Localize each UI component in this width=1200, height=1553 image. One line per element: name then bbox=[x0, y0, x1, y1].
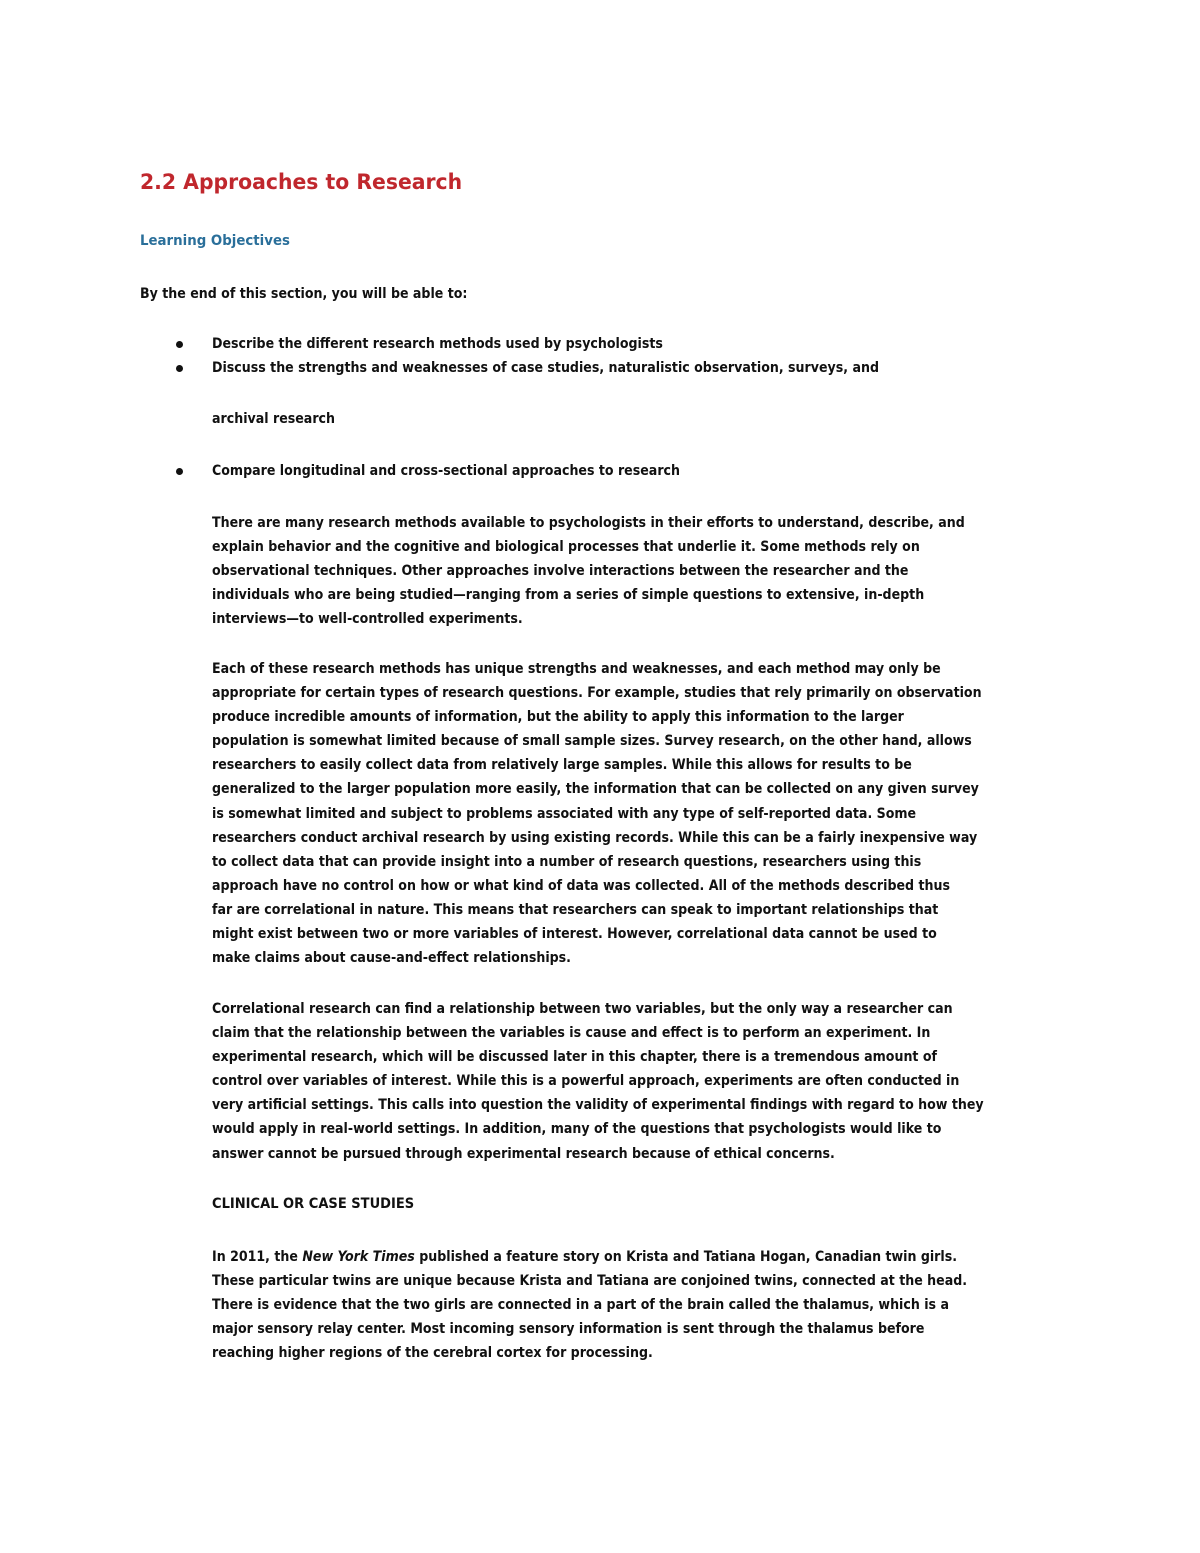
paragraph-line: interviews—to well-controlled experiments. bbox=[212, 611, 523, 628]
paragraph-line: researchers to easily collect data from relatively large samples. While this allows for results to be bbox=[212, 757, 912, 774]
paragraph-line: explain behavior and the cognitive and biological processes that underlie it. Some methods rely on bbox=[212, 539, 920, 556]
paragraph-line: very artificial settings. This calls into question the validity of experimental findings with regard to how they bbox=[212, 1097, 984, 1114]
paragraph-line: would apply in real-world settings. In addition, many of the questions that psychologists would like to bbox=[212, 1121, 942, 1138]
paragraph-line: make claims about cause-and-effect relationships. bbox=[212, 950, 571, 967]
objectives-intro: By the end of this section, you will be able to: bbox=[140, 286, 468, 302]
paragraph-line: might exist between two or more variables of interest. However, correlational data cannot be used to bbox=[212, 926, 937, 943]
paragraph-line: observational techniques. Other approaches involve interactions between the researcher and the bbox=[212, 563, 909, 580]
paragraph-line: to collect data that can provide insight into a number of research questions, researchers using this bbox=[212, 853, 922, 870]
bullet-icon bbox=[176, 468, 183, 475]
paragraph-line: appropriate for certain types of research questions. For example, studies that rely primarily on observation bbox=[212, 685, 982, 702]
publication-title: New York Times bbox=[302, 1249, 415, 1265]
paragraph-case-study bbox=[212, 1245, 1142, 1365]
learning-objectives-heading: Learning Objectives bbox=[140, 233, 290, 249]
paragraph-line: produce incredible amounts of information, but the ability to apply this information to the larger bbox=[212, 709, 904, 726]
paragraph-strengths-weaknesses bbox=[212, 657, 1142, 970]
paragraph-line: population is somewhat limited because of small sample sizes. Survey research, on the other hand, allows bbox=[212, 733, 972, 750]
paragraph-line: claim that the relationship between the variables is cause and effect is to perform an experiment. In bbox=[212, 1025, 931, 1042]
paragraph-line: Each of these research methods has unique strengths and weaknesses, and each method may only be bbox=[212, 661, 941, 677]
paragraph-line bbox=[212, 1245, 1021, 1269]
case-studies-heading: CLINICAL OR CASE STUDIES bbox=[212, 1196, 415, 1212]
paragraph-line: major sensory relay center. Most incoming sensory information is sent through the thalamus before bbox=[212, 1321, 925, 1338]
paragraph-line: approach have no control on how or what kind of data was collected. All of the methods described thus bbox=[212, 877, 950, 894]
section-title: 2.2 Approaches to Research bbox=[140, 170, 463, 194]
objective-item: Describe the different research methods used by psychologists bbox=[212, 336, 663, 352]
bullet-icon bbox=[176, 341, 183, 348]
paragraph-line: There are many research methods available to psychologists in their efforts to understand, describe, and bbox=[212, 515, 965, 531]
paragraph-line: control over variables of interest. While this is a powerful approach, experiments are often conducted in bbox=[212, 1073, 960, 1090]
paragraph-line: reaching higher regions of the cerebral cortex for processing. bbox=[212, 1345, 653, 1362]
paragraph-line: individuals who are being studied—ranging from a series of simple questions to extensive, in-depth bbox=[212, 587, 925, 604]
paragraph-research-methods bbox=[212, 511, 1142, 631]
paragraph-line: experimental research, which will be discussed later in this chapter, there is a tremendous amount of bbox=[212, 1049, 938, 1066]
objective-item-continuation: archival research bbox=[212, 411, 336, 427]
paragraph-line: generalized to the larger population more easily, the information that can be collected on any given survey bbox=[212, 781, 979, 798]
objective-item: Compare longitudinal and cross-sectional approaches to research bbox=[212, 463, 681, 479]
paragraph-line: answer cannot be pursued through experimental research because of ethical concerns. bbox=[212, 1145, 835, 1162]
paragraph-line: researchers conduct archival research by using existing records. While this can be a fairly inexpensive way bbox=[212, 829, 978, 846]
bullet-icon bbox=[176, 365, 183, 372]
paragraph-correlational-research bbox=[212, 997, 1142, 1166]
text-run: published a feature story on Krista and Tatiana Hogan, Canadian twin girls. bbox=[414, 1249, 958, 1265]
paragraph-line: far are correlational in nature. This means that researchers can speak to important relationships that bbox=[212, 901, 939, 918]
paragraph-line: is somewhat limited and subject to problems associated with any type of self-reported data. Some bbox=[212, 805, 917, 822]
text-run: In 2011, the bbox=[212, 1249, 303, 1265]
paragraph-line: There is evidence that the two girls are connected in a part of the brain called the thalamus, which is a bbox=[212, 1297, 949, 1314]
paragraph-line: Correlational research can find a relationship between two variables, but the only way a researcher can bbox=[212, 1001, 953, 1017]
paragraph-line: These particular twins are unique because Krista and Tatiana are conjoined twins, connected at the head. bbox=[212, 1273, 968, 1290]
objective-item: Discuss the strengths and weaknesses of case studies, naturalistic observation, surveys, and bbox=[212, 360, 879, 376]
